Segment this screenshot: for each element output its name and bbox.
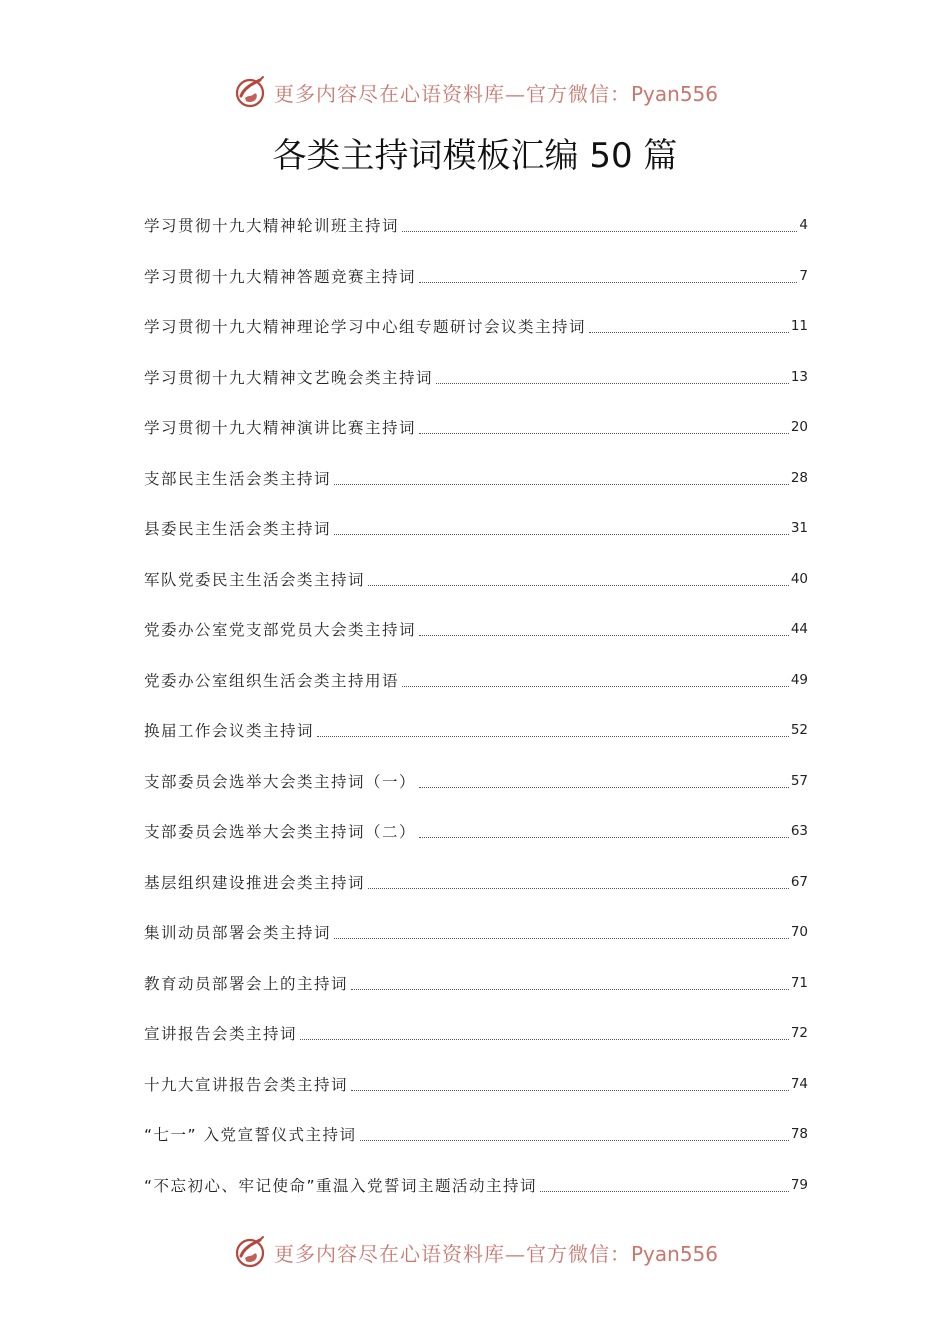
toc-entry[interactable]	[144, 554, 808, 605]
toc-entry[interactable]	[144, 352, 808, 403]
table-of-contents	[144, 200, 808, 1210]
toc-entry-title: 基层组织建设推进会类主持词	[144, 873, 366, 892]
toc-entry-title: 军队党委民主生活会类主持词	[144, 570, 366, 589]
header-banner	[0, 72, 950, 112]
toc-entry-title: 十九大宣讲报告会类主持词	[144, 1075, 349, 1094]
toc-entry[interactable]	[144, 806, 808, 857]
toc-entry-page-number: 78	[790, 1126, 808, 1143]
toc-entry-title: 集训动员部署会类主持词	[144, 924, 332, 943]
toc-entry-page-number: 57	[790, 772, 808, 789]
toc-entry-page-number: 72	[790, 1025, 808, 1042]
toc-entry-title: 学习贯彻十九大精神文艺晚会类主持词	[144, 368, 434, 387]
toc-entry-page-number: 40	[790, 570, 808, 587]
toc-entry-page-number: 28	[790, 469, 808, 486]
toc-entry-title: 县委民主生活会类主持词	[144, 520, 332, 539]
header-banner-content	[232, 74, 718, 110]
toc-entry[interactable]	[144, 1059, 808, 1110]
toc-entry[interactable]	[144, 857, 808, 908]
toc-dot-leader	[368, 887, 789, 889]
toc-entry-page-number: 63	[790, 823, 808, 840]
toc-entry-page-number: 79	[790, 1176, 808, 1193]
hand-writing-logo-icon	[232, 1234, 268, 1270]
hand-writing-logo-icon	[232, 74, 268, 110]
toc-entry[interactable]	[144, 1160, 808, 1211]
footer-banner-content	[232, 1234, 718, 1270]
toc-entry-page-number: 67	[790, 873, 808, 890]
toc-dot-leader	[317, 735, 789, 737]
toc-dot-leader	[436, 382, 789, 384]
toc-entry-page-number: 4	[799, 217, 808, 234]
toc-dot-leader	[368, 584, 789, 586]
toc-dot-leader	[334, 937, 789, 939]
toc-entry[interactable]	[144, 453, 808, 504]
toc-entry-title: “不忘初心、牢记使命”重温入党誓词主题活动主持词	[144, 1176, 538, 1195]
toc-entry-page-number: 71	[790, 974, 808, 991]
toc-entry-page-number: 11	[790, 318, 808, 335]
toc-entry-page-number: 74	[790, 1075, 808, 1092]
toc-entry[interactable]	[144, 958, 808, 1009]
toc-dot-leader	[351, 1089, 789, 1091]
toc-entry-title: 支部委员会选举大会类主持词（二）	[144, 823, 417, 842]
toc-entry-title: 学习贯彻十九大精神答题竞赛主持词	[144, 267, 417, 286]
toc-entry-title: 教育动员部署会上的主持词	[144, 974, 349, 993]
toc-dot-leader	[402, 685, 789, 687]
toc-entry-page-number: 52	[790, 722, 808, 739]
toc-entry[interactable]	[144, 1008, 808, 1059]
toc-entry-title: 支部民主生活会类主持词	[144, 469, 332, 488]
toc-entry-page-number: 49	[790, 671, 808, 688]
header-wechat-id: Pyan556	[630, 81, 718, 106]
toc-entry[interactable]	[144, 907, 808, 958]
toc-entry[interactable]	[144, 301, 808, 352]
toc-entry-page-number: 44	[790, 621, 808, 638]
toc-entry-page-number: 20	[790, 419, 808, 436]
footer-banner	[0, 1232, 950, 1272]
toc-entry[interactable]	[144, 705, 808, 756]
footer-banner-text: 更多内容尽在心语资料库—官方微信：Pyan556	[273, 1241, 718, 1266]
toc-dot-leader	[300, 1038, 789, 1040]
toc-entry-title: 党委办公室党支部党员大会类主持词	[144, 621, 417, 640]
toc-dot-leader	[589, 331, 789, 333]
toc-dot-leader	[419, 786, 789, 788]
toc-entry-page-number: 13	[790, 368, 808, 385]
document-title: 各类主持词模板汇编 50 篇	[272, 136, 678, 176]
toc-entry-page-number: 31	[790, 520, 808, 537]
toc-entry-title: 学习贯彻十九大精神理论学习中心组专题研讨会议类主持词	[144, 318, 587, 337]
footer-wechat-id: Pyan556	[630, 1241, 718, 1266]
toc-dot-leader	[351, 988, 789, 990]
toc-entry-title: 学习贯彻十九大精神轮训班主持词	[144, 217, 400, 236]
toc-entry[interactable]	[144, 655, 808, 706]
toc-entry-title: 宣讲报告会类主持词	[144, 1025, 298, 1044]
toc-dot-leader	[360, 1139, 789, 1141]
toc-entry[interactable]	[144, 200, 808, 251]
toc-entry-title: “七一” 入党宣誓仪式主持词	[144, 1126, 357, 1145]
toc-entry-title: 支部委员会选举大会类主持词（一）	[144, 772, 417, 791]
toc-dot-leader	[334, 533, 789, 535]
toc-entry[interactable]	[144, 503, 808, 554]
toc-entry[interactable]	[144, 1109, 808, 1160]
toc-dot-leader	[419, 634, 789, 636]
toc-entry-title: 换届工作会议类主持词	[144, 722, 315, 741]
toc-entry[interactable]	[144, 604, 808, 655]
toc-entry-title: 党委办公室组织生活会类主持用语	[144, 671, 400, 690]
toc-dot-leader	[402, 230, 797, 232]
toc-dot-leader	[419, 281, 797, 283]
toc-dot-leader	[540, 1190, 789, 1192]
toc-dot-leader	[419, 836, 789, 838]
header-banner-text: 更多内容尽在心语资料库—官方微信：Pyan556	[273, 81, 718, 106]
toc-entry[interactable]	[144, 756, 808, 807]
toc-dot-leader	[419, 432, 789, 434]
toc-entry[interactable]	[144, 402, 808, 453]
toc-entry-page-number: 7	[799, 267, 808, 284]
toc-entry[interactable]	[144, 251, 808, 302]
toc-entry-page-number: 70	[790, 924, 808, 941]
toc-entry-title: 学习贯彻十九大精神演讲比赛主持词	[144, 419, 417, 438]
toc-dot-leader	[334, 483, 789, 485]
